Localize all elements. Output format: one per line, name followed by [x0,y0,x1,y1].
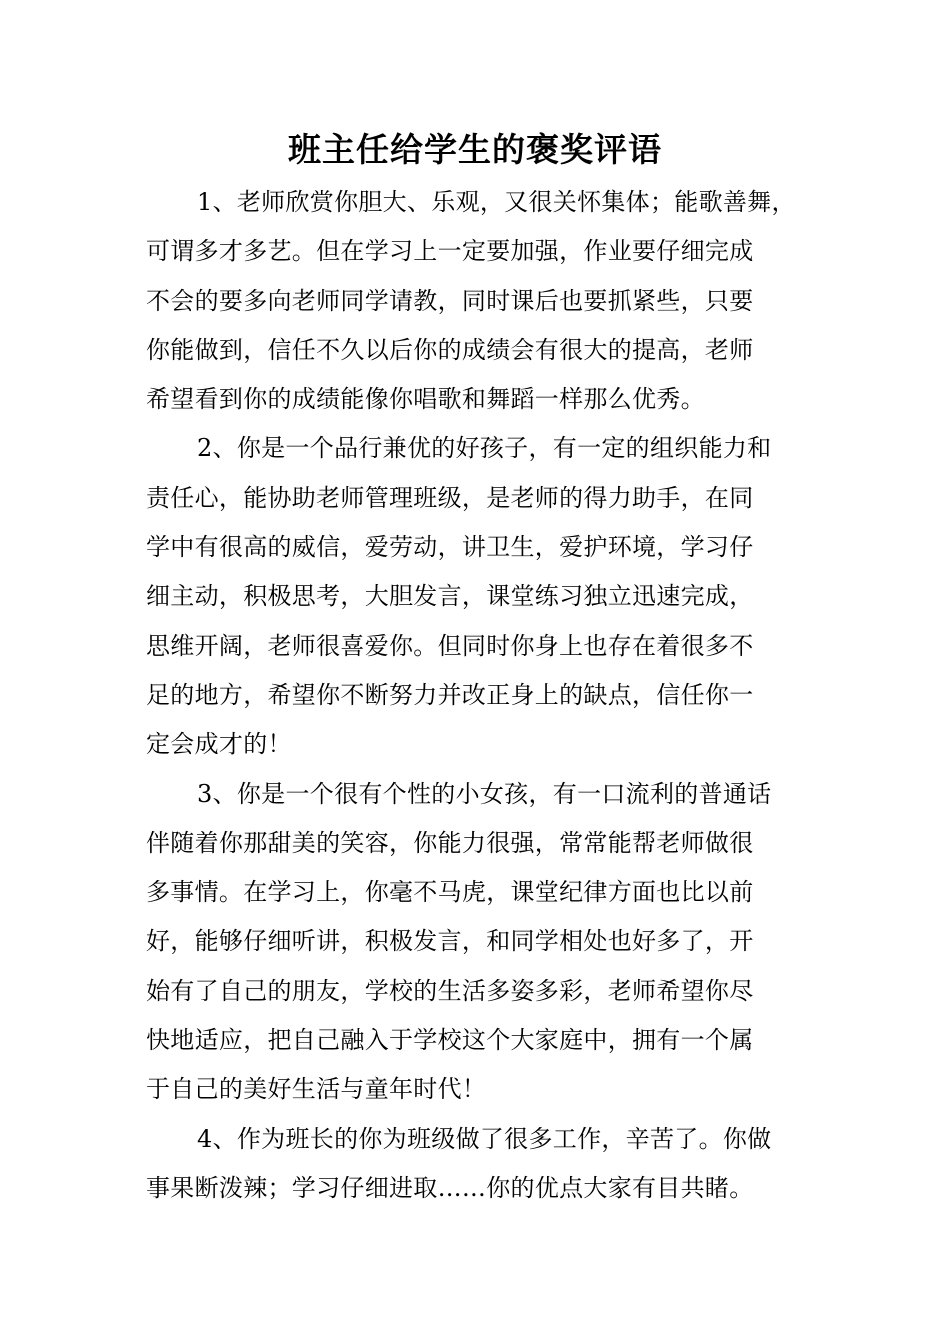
paragraph-line: 4、作为班长的你为班级做了很多工作，辛苦了。你做 [197,1124,772,1153]
paragraph-line: 定会成才的！ [146,730,292,759]
paragraph-line: 足的地方，希望你不断努力并改正身上的缺点，信任你一 [146,680,754,709]
paragraph-line: 3、你是一个很有个性的小女孩，有一口流利的普通话 [197,779,772,808]
paragraph-2 [146,424,816,769]
paragraph-line: 快地适应，把自己融入于学校这个大家庭中，拥有一个属 [146,1026,754,1055]
paragraph-line: 1、老师欣赏你胆大、乐观，又很关怀集体；能歌善舞， [197,188,796,216]
paragraph-line: 伴随着你那甜美的笑容，你能力很强，常常能帮老师做很 [146,828,754,857]
paragraph-line: 责任心，能协助老师管理班级，是老师的得力助手，在同 [146,483,754,512]
document-title: 班主任给学生的褒奖评语 [288,130,662,169]
document-body [146,178,816,1213]
paragraph-4 [146,1115,816,1214]
paragraph-line: 多事情。在学习上，你毫不马虎，课堂纪律方面也比以前 [146,878,754,907]
paragraph-1 [146,178,816,424]
paragraph-line: 2、你是一个品行兼优的好孩子，有一定的组织能力和 [197,434,772,463]
paragraph-line: 好，能够仔细听讲，积极发言，和同学相处也好多了，开 [146,927,754,956]
paragraph-line: 不会的要多向老师同学请教，同时课后也要抓紧些，只要 [146,286,754,315]
paragraph-line: 你能做到，信任不久以后你的成绩会有很大的提高，老师 [146,335,754,364]
paragraph-line: 事果断泼辣；学习仔细进取……你的优点大家有目共睹。 [146,1173,754,1202]
paragraph-line: 可谓多才多艺。但在学习上一定要加强，作业要仔细完成 [146,237,754,266]
paragraph-3 [146,770,816,1115]
paragraph-line: 细主动，积极思考，大胆发言，课堂练习独立迅速完成， [146,582,754,611]
paragraph-line: 于自己的美好生活与童年时代！ [146,1075,487,1104]
paragraph-line: 希望看到你的成绩能像你唱歌和舞蹈一样那么优秀。 [146,385,705,414]
paragraph-line: 始有了自己的朋友，学校的生活多姿多彩，老师希望你尽 [146,976,754,1005]
paragraph-line: 思维开阔，老师很喜爱你。但同时你身上也存在着很多不 [146,631,754,660]
paragraph-line: 学中有很高的威信，爱劳动，讲卫生，爱护环境，学习仔 [146,533,754,562]
